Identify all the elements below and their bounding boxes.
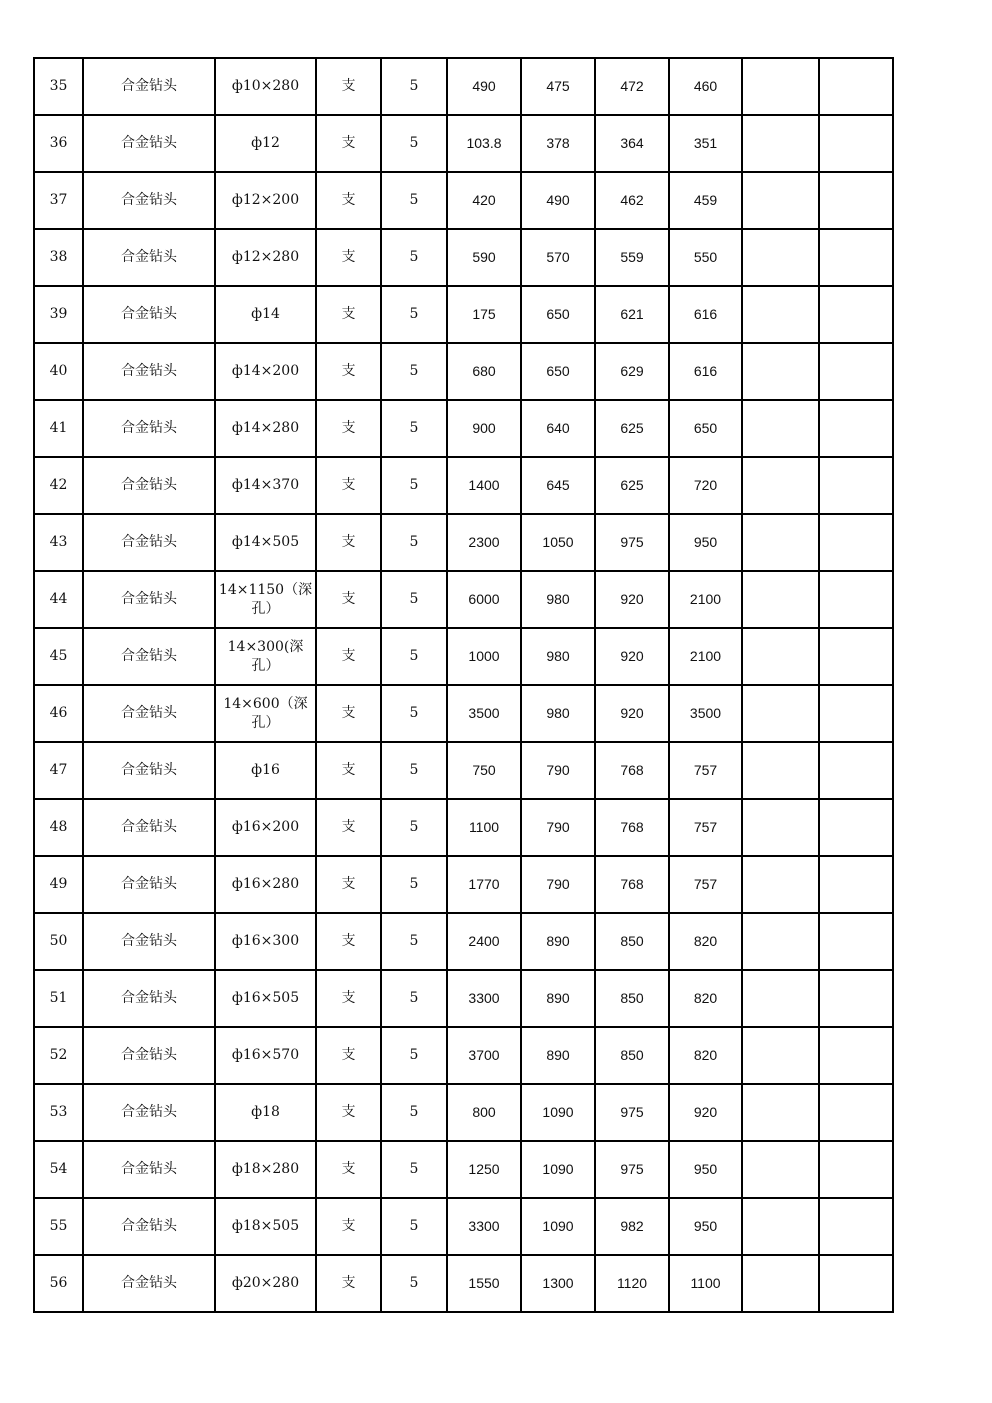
price-cell-1: 2300 bbox=[447, 514, 521, 571]
table-row bbox=[34, 1198, 893, 1255]
row-number-cell: 54 bbox=[34, 1141, 83, 1198]
price-cell-3: 850 bbox=[595, 970, 669, 1027]
empty-cell-1 bbox=[742, 1027, 819, 1084]
spec-cell: ф18×505 bbox=[215, 1198, 316, 1255]
item-name-cell: 合金钻头 bbox=[83, 229, 215, 286]
unit-cell: 支 bbox=[316, 286, 381, 343]
quantity-cell: 5 bbox=[381, 1255, 447, 1312]
unit-cell: 支 bbox=[316, 970, 381, 1027]
price-cell-2: 1050 bbox=[521, 514, 595, 571]
price-cell-2: 980 bbox=[521, 628, 595, 685]
table-row bbox=[34, 1255, 893, 1312]
item-name-cell: 合金钻头 bbox=[83, 1027, 215, 1084]
price-cell-3: 364 bbox=[595, 115, 669, 172]
price-cell-3: 625 bbox=[595, 400, 669, 457]
quantity-cell: 5 bbox=[381, 115, 447, 172]
price-cell-4: 2100 bbox=[669, 628, 742, 685]
price-cell-1: 3300 bbox=[447, 1198, 521, 1255]
empty-cell-1 bbox=[742, 58, 819, 115]
price-cell-2: 1090 bbox=[521, 1198, 595, 1255]
quantity-cell: 5 bbox=[381, 229, 447, 286]
quantity-cell: 5 bbox=[381, 685, 447, 742]
price-cell-1: 800 bbox=[447, 1084, 521, 1141]
unit-cell: 支 bbox=[316, 400, 381, 457]
price-cell-4: 757 bbox=[669, 856, 742, 913]
quantity-cell: 5 bbox=[381, 970, 447, 1027]
empty-cell-2 bbox=[819, 685, 893, 742]
quantity-cell: 5 bbox=[381, 514, 447, 571]
price-cell-4: 757 bbox=[669, 799, 742, 856]
unit-cell: 支 bbox=[316, 1198, 381, 1255]
table-row bbox=[34, 913, 893, 970]
row-number-cell: 48 bbox=[34, 799, 83, 856]
quantity-cell: 5 bbox=[381, 742, 447, 799]
unit-cell: 支 bbox=[316, 799, 381, 856]
table-row bbox=[34, 286, 893, 343]
price-cell-3: 768 bbox=[595, 856, 669, 913]
item-name-cell: 合金钻头 bbox=[83, 172, 215, 229]
empty-cell-1 bbox=[742, 1084, 819, 1141]
unit-cell: 支 bbox=[316, 343, 381, 400]
row-number-cell: 39 bbox=[34, 286, 83, 343]
item-name-cell: 合金钻头 bbox=[83, 343, 215, 400]
empty-cell-2 bbox=[819, 457, 893, 514]
item-name-cell: 合金钻头 bbox=[83, 400, 215, 457]
table-row bbox=[34, 685, 893, 742]
row-number-cell: 44 bbox=[34, 571, 83, 628]
table-row bbox=[34, 571, 893, 628]
spec-cell: 14×1150（深孔） bbox=[215, 571, 316, 628]
price-cell-3: 982 bbox=[595, 1198, 669, 1255]
empty-cell-1 bbox=[742, 799, 819, 856]
unit-cell: 支 bbox=[316, 1141, 381, 1198]
empty-cell-2 bbox=[819, 913, 893, 970]
spec-cell: ф16×570 bbox=[215, 1027, 316, 1084]
spec-cell: ф14×200 bbox=[215, 343, 316, 400]
price-cell-3: 472 bbox=[595, 58, 669, 115]
price-cell-3: 768 bbox=[595, 799, 669, 856]
unit-cell: 支 bbox=[316, 514, 381, 571]
price-cell-4: 1100 bbox=[669, 1255, 742, 1312]
price-cell-4: 650 bbox=[669, 400, 742, 457]
empty-cell-2 bbox=[819, 400, 893, 457]
price-cell-1: 680 bbox=[447, 343, 521, 400]
spec-cell: ф12×280 bbox=[215, 229, 316, 286]
empty-cell-1 bbox=[742, 571, 819, 628]
row-number-cell: 37 bbox=[34, 172, 83, 229]
price-cell-2: 640 bbox=[521, 400, 595, 457]
spec-cell: ф12×200 bbox=[215, 172, 316, 229]
price-cell-2: 490 bbox=[521, 172, 595, 229]
item-name-cell: 合金钻头 bbox=[83, 856, 215, 913]
row-number-cell: 52 bbox=[34, 1027, 83, 1084]
row-number-cell: 35 bbox=[34, 58, 83, 115]
price-cell-1: 175 bbox=[447, 286, 521, 343]
table-row bbox=[34, 172, 893, 229]
item-name-cell: 合金钻头 bbox=[83, 685, 215, 742]
row-number-cell: 51 bbox=[34, 970, 83, 1027]
row-number-cell: 43 bbox=[34, 514, 83, 571]
table-row bbox=[34, 457, 893, 514]
price-cell-2: 980 bbox=[521, 571, 595, 628]
table-row bbox=[34, 799, 893, 856]
item-name-cell: 合金钻头 bbox=[83, 1198, 215, 1255]
quantity-cell: 5 bbox=[381, 1198, 447, 1255]
table-body bbox=[34, 58, 893, 1312]
price-cell-1: 1770 bbox=[447, 856, 521, 913]
price-cell-1: 1550 bbox=[447, 1255, 521, 1312]
table-row bbox=[34, 115, 893, 172]
price-cell-1: 1250 bbox=[447, 1141, 521, 1198]
row-number-cell: 41 bbox=[34, 400, 83, 457]
item-name-cell: 合金钻头 bbox=[83, 514, 215, 571]
row-number-cell: 38 bbox=[34, 229, 83, 286]
price-cell-1: 900 bbox=[447, 400, 521, 457]
row-number-cell: 53 bbox=[34, 1084, 83, 1141]
price-cell-3: 850 bbox=[595, 913, 669, 970]
empty-cell-2 bbox=[819, 514, 893, 571]
price-cell-1: 490 bbox=[447, 58, 521, 115]
empty-cell-1 bbox=[742, 685, 819, 742]
unit-cell: 支 bbox=[316, 685, 381, 742]
spec-cell: ф16×300 bbox=[215, 913, 316, 970]
quantity-cell: 5 bbox=[381, 1027, 447, 1084]
empty-cell-1 bbox=[742, 343, 819, 400]
price-cell-2: 890 bbox=[521, 970, 595, 1027]
item-name-cell: 合金钻头 bbox=[83, 799, 215, 856]
quantity-cell: 5 bbox=[381, 913, 447, 970]
spec-cell: ф14×280 bbox=[215, 400, 316, 457]
price-cell-4: 757 bbox=[669, 742, 742, 799]
quantity-cell: 5 bbox=[381, 1141, 447, 1198]
quantity-cell: 5 bbox=[381, 400, 447, 457]
empty-cell-2 bbox=[819, 343, 893, 400]
price-cell-4: 920 bbox=[669, 1084, 742, 1141]
quantity-cell: 5 bbox=[381, 172, 447, 229]
price-cell-2: 1090 bbox=[521, 1141, 595, 1198]
row-number-cell: 45 bbox=[34, 628, 83, 685]
price-cell-3: 920 bbox=[595, 628, 669, 685]
price-cell-2: 890 bbox=[521, 1027, 595, 1084]
quantity-cell: 5 bbox=[381, 286, 447, 343]
price-cell-2: 790 bbox=[521, 799, 595, 856]
price-cell-1: 1000 bbox=[447, 628, 521, 685]
price-cell-2: 570 bbox=[521, 229, 595, 286]
empty-cell-2 bbox=[819, 628, 893, 685]
price-cell-4: 820 bbox=[669, 913, 742, 970]
price-cell-4: 351 bbox=[669, 115, 742, 172]
price-cell-2: 890 bbox=[521, 913, 595, 970]
price-cell-1: 1100 bbox=[447, 799, 521, 856]
price-cell-4: 2100 bbox=[669, 571, 742, 628]
price-cell-4: 820 bbox=[669, 1027, 742, 1084]
item-name-cell: 合金钻头 bbox=[83, 970, 215, 1027]
price-cell-2: 1300 bbox=[521, 1255, 595, 1312]
item-name-cell: 合金钻头 bbox=[83, 115, 215, 172]
spec-cell: ф14×505 bbox=[215, 514, 316, 571]
empty-cell-2 bbox=[819, 856, 893, 913]
empty-cell-2 bbox=[819, 1084, 893, 1141]
price-cell-4: 950 bbox=[669, 514, 742, 571]
spec-cell: ф16 bbox=[215, 742, 316, 799]
empty-cell-1 bbox=[742, 913, 819, 970]
quantity-cell: 5 bbox=[381, 343, 447, 400]
quantity-cell: 5 bbox=[381, 1084, 447, 1141]
empty-cell-2 bbox=[819, 1198, 893, 1255]
price-cell-1: 6000 bbox=[447, 571, 521, 628]
price-cell-3: 920 bbox=[595, 685, 669, 742]
table-row bbox=[34, 1084, 893, 1141]
price-cell-2: 475 bbox=[521, 58, 595, 115]
price-cell-3: 975 bbox=[595, 1084, 669, 1141]
price-cell-1: 3300 bbox=[447, 970, 521, 1027]
table-row bbox=[34, 229, 893, 286]
price-cell-4: 550 bbox=[669, 229, 742, 286]
price-cell-2: 980 bbox=[521, 685, 595, 742]
unit-cell: 支 bbox=[316, 115, 381, 172]
price-cell-3: 975 bbox=[595, 514, 669, 571]
item-name-cell: 合金钻头 bbox=[83, 1141, 215, 1198]
price-cell-1: 3700 bbox=[447, 1027, 521, 1084]
spec-cell: ф16×505 bbox=[215, 970, 316, 1027]
quantity-cell: 5 bbox=[381, 457, 447, 514]
empty-cell-2 bbox=[819, 229, 893, 286]
row-number-cell: 36 bbox=[34, 115, 83, 172]
empty-cell-1 bbox=[742, 1255, 819, 1312]
price-cell-3: 625 bbox=[595, 457, 669, 514]
row-number-cell: 42 bbox=[34, 457, 83, 514]
table-row bbox=[34, 514, 893, 571]
spec-cell: ф14×370 bbox=[215, 457, 316, 514]
empty-cell-2 bbox=[819, 286, 893, 343]
price-cell-1: 1400 bbox=[447, 457, 521, 514]
empty-cell-2 bbox=[819, 799, 893, 856]
price-cell-1: 2400 bbox=[447, 913, 521, 970]
empty-cell-1 bbox=[742, 970, 819, 1027]
unit-cell: 支 bbox=[316, 1084, 381, 1141]
table-row bbox=[34, 400, 893, 457]
item-name-cell: 合金钻头 bbox=[83, 58, 215, 115]
price-cell-4: 950 bbox=[669, 1198, 742, 1255]
price-cell-4: 460 bbox=[669, 58, 742, 115]
price-cell-4: 616 bbox=[669, 286, 742, 343]
empty-cell-1 bbox=[742, 628, 819, 685]
empty-cell-2 bbox=[819, 172, 893, 229]
spec-cell: ф18 bbox=[215, 1084, 316, 1141]
empty-cell-2 bbox=[819, 970, 893, 1027]
table-row bbox=[34, 1141, 893, 1198]
unit-cell: 支 bbox=[316, 628, 381, 685]
item-name-cell: 合金钻头 bbox=[83, 742, 215, 799]
empty-cell-1 bbox=[742, 286, 819, 343]
price-cell-1: 103.8 bbox=[447, 115, 521, 172]
price-cell-2: 650 bbox=[521, 286, 595, 343]
price-cell-2: 790 bbox=[521, 742, 595, 799]
empty-cell-1 bbox=[742, 514, 819, 571]
table-row bbox=[34, 58, 893, 115]
price-cell-3: 850 bbox=[595, 1027, 669, 1084]
price-cell-3: 559 bbox=[595, 229, 669, 286]
spec-cell: ф16×200 bbox=[215, 799, 316, 856]
row-number-cell: 55 bbox=[34, 1198, 83, 1255]
price-cell-3: 768 bbox=[595, 742, 669, 799]
unit-cell: 支 bbox=[316, 1027, 381, 1084]
empty-cell-1 bbox=[742, 400, 819, 457]
quantity-cell: 5 bbox=[381, 799, 447, 856]
table-row bbox=[34, 628, 893, 685]
table-row bbox=[34, 343, 893, 400]
price-cell-1: 420 bbox=[447, 172, 521, 229]
price-cell-4: 720 bbox=[669, 457, 742, 514]
row-number-cell: 50 bbox=[34, 913, 83, 970]
empty-cell-1 bbox=[742, 457, 819, 514]
price-cell-2: 1090 bbox=[521, 1084, 595, 1141]
unit-cell: 支 bbox=[316, 457, 381, 514]
row-number-cell: 40 bbox=[34, 343, 83, 400]
empty-cell-1 bbox=[742, 229, 819, 286]
price-cell-3: 621 bbox=[595, 286, 669, 343]
empty-cell-1 bbox=[742, 172, 819, 229]
unit-cell: 支 bbox=[316, 229, 381, 286]
unit-cell: 支 bbox=[316, 856, 381, 913]
price-cell-2: 378 bbox=[521, 115, 595, 172]
table-row bbox=[34, 856, 893, 913]
empty-cell-2 bbox=[819, 571, 893, 628]
price-cell-2: 645 bbox=[521, 457, 595, 514]
price-cell-3: 629 bbox=[595, 343, 669, 400]
spec-cell: 14×300(深孔） bbox=[215, 628, 316, 685]
empty-cell-1 bbox=[742, 1198, 819, 1255]
table-row bbox=[34, 970, 893, 1027]
unit-cell: 支 bbox=[316, 913, 381, 970]
table-row bbox=[34, 1027, 893, 1084]
row-number-cell: 56 bbox=[34, 1255, 83, 1312]
quantity-cell: 5 bbox=[381, 628, 447, 685]
empty-cell-2 bbox=[819, 1027, 893, 1084]
empty-cell-2 bbox=[819, 115, 893, 172]
price-cell-4: 3500 bbox=[669, 685, 742, 742]
item-name-cell: 合金钻头 bbox=[83, 286, 215, 343]
spec-cell: ф16×280 bbox=[215, 856, 316, 913]
empty-cell-1 bbox=[742, 742, 819, 799]
item-name-cell: 合金钻头 bbox=[83, 457, 215, 514]
quantity-cell: 5 bbox=[381, 571, 447, 628]
price-cell-3: 1120 bbox=[595, 1255, 669, 1312]
empty-cell-2 bbox=[819, 1255, 893, 1312]
table-row bbox=[34, 742, 893, 799]
item-name-cell: 合金钻头 bbox=[83, 628, 215, 685]
spec-cell: ф18×280 bbox=[215, 1141, 316, 1198]
row-number-cell: 46 bbox=[34, 685, 83, 742]
price-cell-1: 750 bbox=[447, 742, 521, 799]
empty-cell-1 bbox=[742, 115, 819, 172]
price-cell-4: 820 bbox=[669, 970, 742, 1027]
row-number-cell: 49 bbox=[34, 856, 83, 913]
price-cell-4: 616 bbox=[669, 343, 742, 400]
price-cell-3: 975 bbox=[595, 1141, 669, 1198]
quantity-cell: 5 bbox=[381, 856, 447, 913]
empty-cell-2 bbox=[819, 1141, 893, 1198]
empty-cell-2 bbox=[819, 58, 893, 115]
empty-cell-2 bbox=[819, 742, 893, 799]
row-number-cell: 47 bbox=[34, 742, 83, 799]
price-cell-2: 790 bbox=[521, 856, 595, 913]
price-cell-4: 459 bbox=[669, 172, 742, 229]
spec-cell: 14×600（深孔） bbox=[215, 685, 316, 742]
price-cell-3: 462 bbox=[595, 172, 669, 229]
price-cell-2: 650 bbox=[521, 343, 595, 400]
item-name-cell: 合金钻头 bbox=[83, 571, 215, 628]
item-name-cell: 合金钻头 bbox=[83, 1255, 215, 1312]
spec-cell: ф12 bbox=[215, 115, 316, 172]
unit-cell: 支 bbox=[316, 571, 381, 628]
price-cell-1: 590 bbox=[447, 229, 521, 286]
item-name-cell: 合金钻头 bbox=[83, 1084, 215, 1141]
price-table bbox=[33, 57, 894, 1313]
price-cell-1: 3500 bbox=[447, 685, 521, 742]
empty-cell-1 bbox=[742, 856, 819, 913]
unit-cell: 支 bbox=[316, 58, 381, 115]
unit-cell: 支 bbox=[316, 172, 381, 229]
unit-cell: 支 bbox=[316, 742, 381, 799]
empty-cell-1 bbox=[742, 1141, 819, 1198]
price-cell-3: 920 bbox=[595, 571, 669, 628]
unit-cell: 支 bbox=[316, 1255, 381, 1312]
spec-cell: ф10×280 bbox=[215, 58, 316, 115]
spec-cell: ф20×280 bbox=[215, 1255, 316, 1312]
price-cell-4: 950 bbox=[669, 1141, 742, 1198]
quantity-cell: 5 bbox=[381, 58, 447, 115]
item-name-cell: 合金钻头 bbox=[83, 913, 215, 970]
spec-cell: ф14 bbox=[215, 286, 316, 343]
